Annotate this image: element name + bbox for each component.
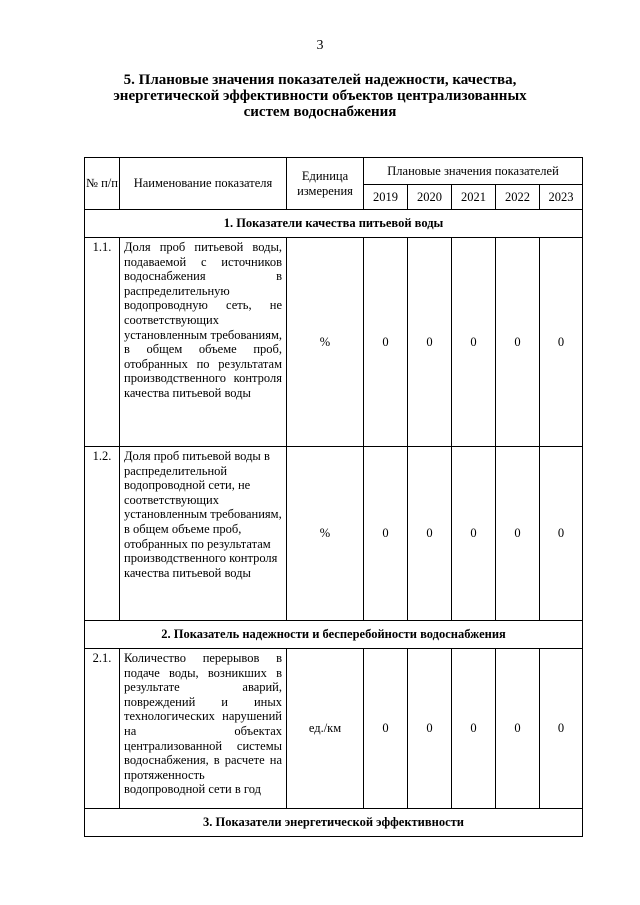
header-num: № п/п	[85, 158, 120, 210]
section-row	[85, 809, 583, 837]
section-row	[85, 210, 583, 238]
row-num: 2.1.	[85, 649, 120, 809]
row-value: 0	[452, 649, 496, 809]
row-value: 0	[496, 238, 540, 447]
row-value: 0	[364, 238, 408, 447]
header-unit: Единица измерения	[287, 158, 364, 210]
row-value: 0	[540, 447, 583, 621]
indicators-table	[84, 157, 583, 837]
header-year: 2019	[364, 185, 408, 210]
row-value: 0	[540, 238, 583, 447]
header-planned-values: Плановые значения показателей	[364, 158, 583, 185]
table-row	[85, 238, 583, 447]
row-value: 0	[496, 447, 540, 621]
row-name: Количество перерывов в подаче воды, возникших в результате аварий, повреждений и иных технологических нарушений на объектах централизованной системы водоснабжения, в расчете на протяженность водопроводной сети в год	[120, 649, 287, 809]
row-value: 0	[364, 447, 408, 621]
row-value: 0	[408, 649, 452, 809]
heading-line-1: 5. Плановые значения показателей надежности, качества,	[123, 72, 517, 88]
row-value: 0	[540, 649, 583, 809]
heading-line-2: энергетической эффективности объектов централизованных	[113, 88, 527, 104]
page-number: 3	[316, 38, 324, 53]
row-value: 0	[496, 649, 540, 809]
row-value: 0	[408, 447, 452, 621]
row-num: 1.1.	[85, 238, 120, 447]
section-title: 3. Показатели энергетической эффективности	[85, 809, 583, 837]
header-year: 2021	[452, 185, 496, 210]
header-year: 2022	[496, 185, 540, 210]
section-title: 2. Показатель надежности и бесперебойности водоснабжения	[85, 621, 583, 649]
section-title: 1. Показатели качества питьевой воды	[85, 210, 583, 238]
row-value: 0	[364, 649, 408, 809]
row-value: 0	[452, 447, 496, 621]
row-name: Доля проб питьевой воды в распределительной водопроводной сети, не соответствующих установленным требованиям, в общем объеме проб, отобранных по результатам производственного контроля качества питьевой воды	[120, 447, 287, 621]
header-year: 2023	[540, 185, 583, 210]
row-unit: %	[287, 447, 364, 621]
heading-line-3: систем водоснабжения	[243, 104, 397, 120]
row-unit: ед./км	[287, 649, 364, 809]
header-year: 2020	[408, 185, 452, 210]
section-heading	[60, 72, 580, 120]
header-name: Наименование показателя	[120, 158, 287, 210]
header-row	[85, 158, 583, 185]
table-row	[85, 447, 583, 621]
row-unit: %	[287, 238, 364, 447]
row-num: 1.2.	[85, 447, 120, 621]
row-value: 0	[452, 238, 496, 447]
row-value: 0	[408, 238, 452, 447]
row-name: Доля проб питьевой воды, подаваемой с источников водоснабжения в распределительную водопроводную сеть, не соответствующих установленным требованиям, в общем объеме проб, отобранных по результатам производственного контроля качества питьевой воды	[120, 238, 287, 447]
table-row	[85, 649, 583, 809]
section-row	[85, 621, 583, 649]
